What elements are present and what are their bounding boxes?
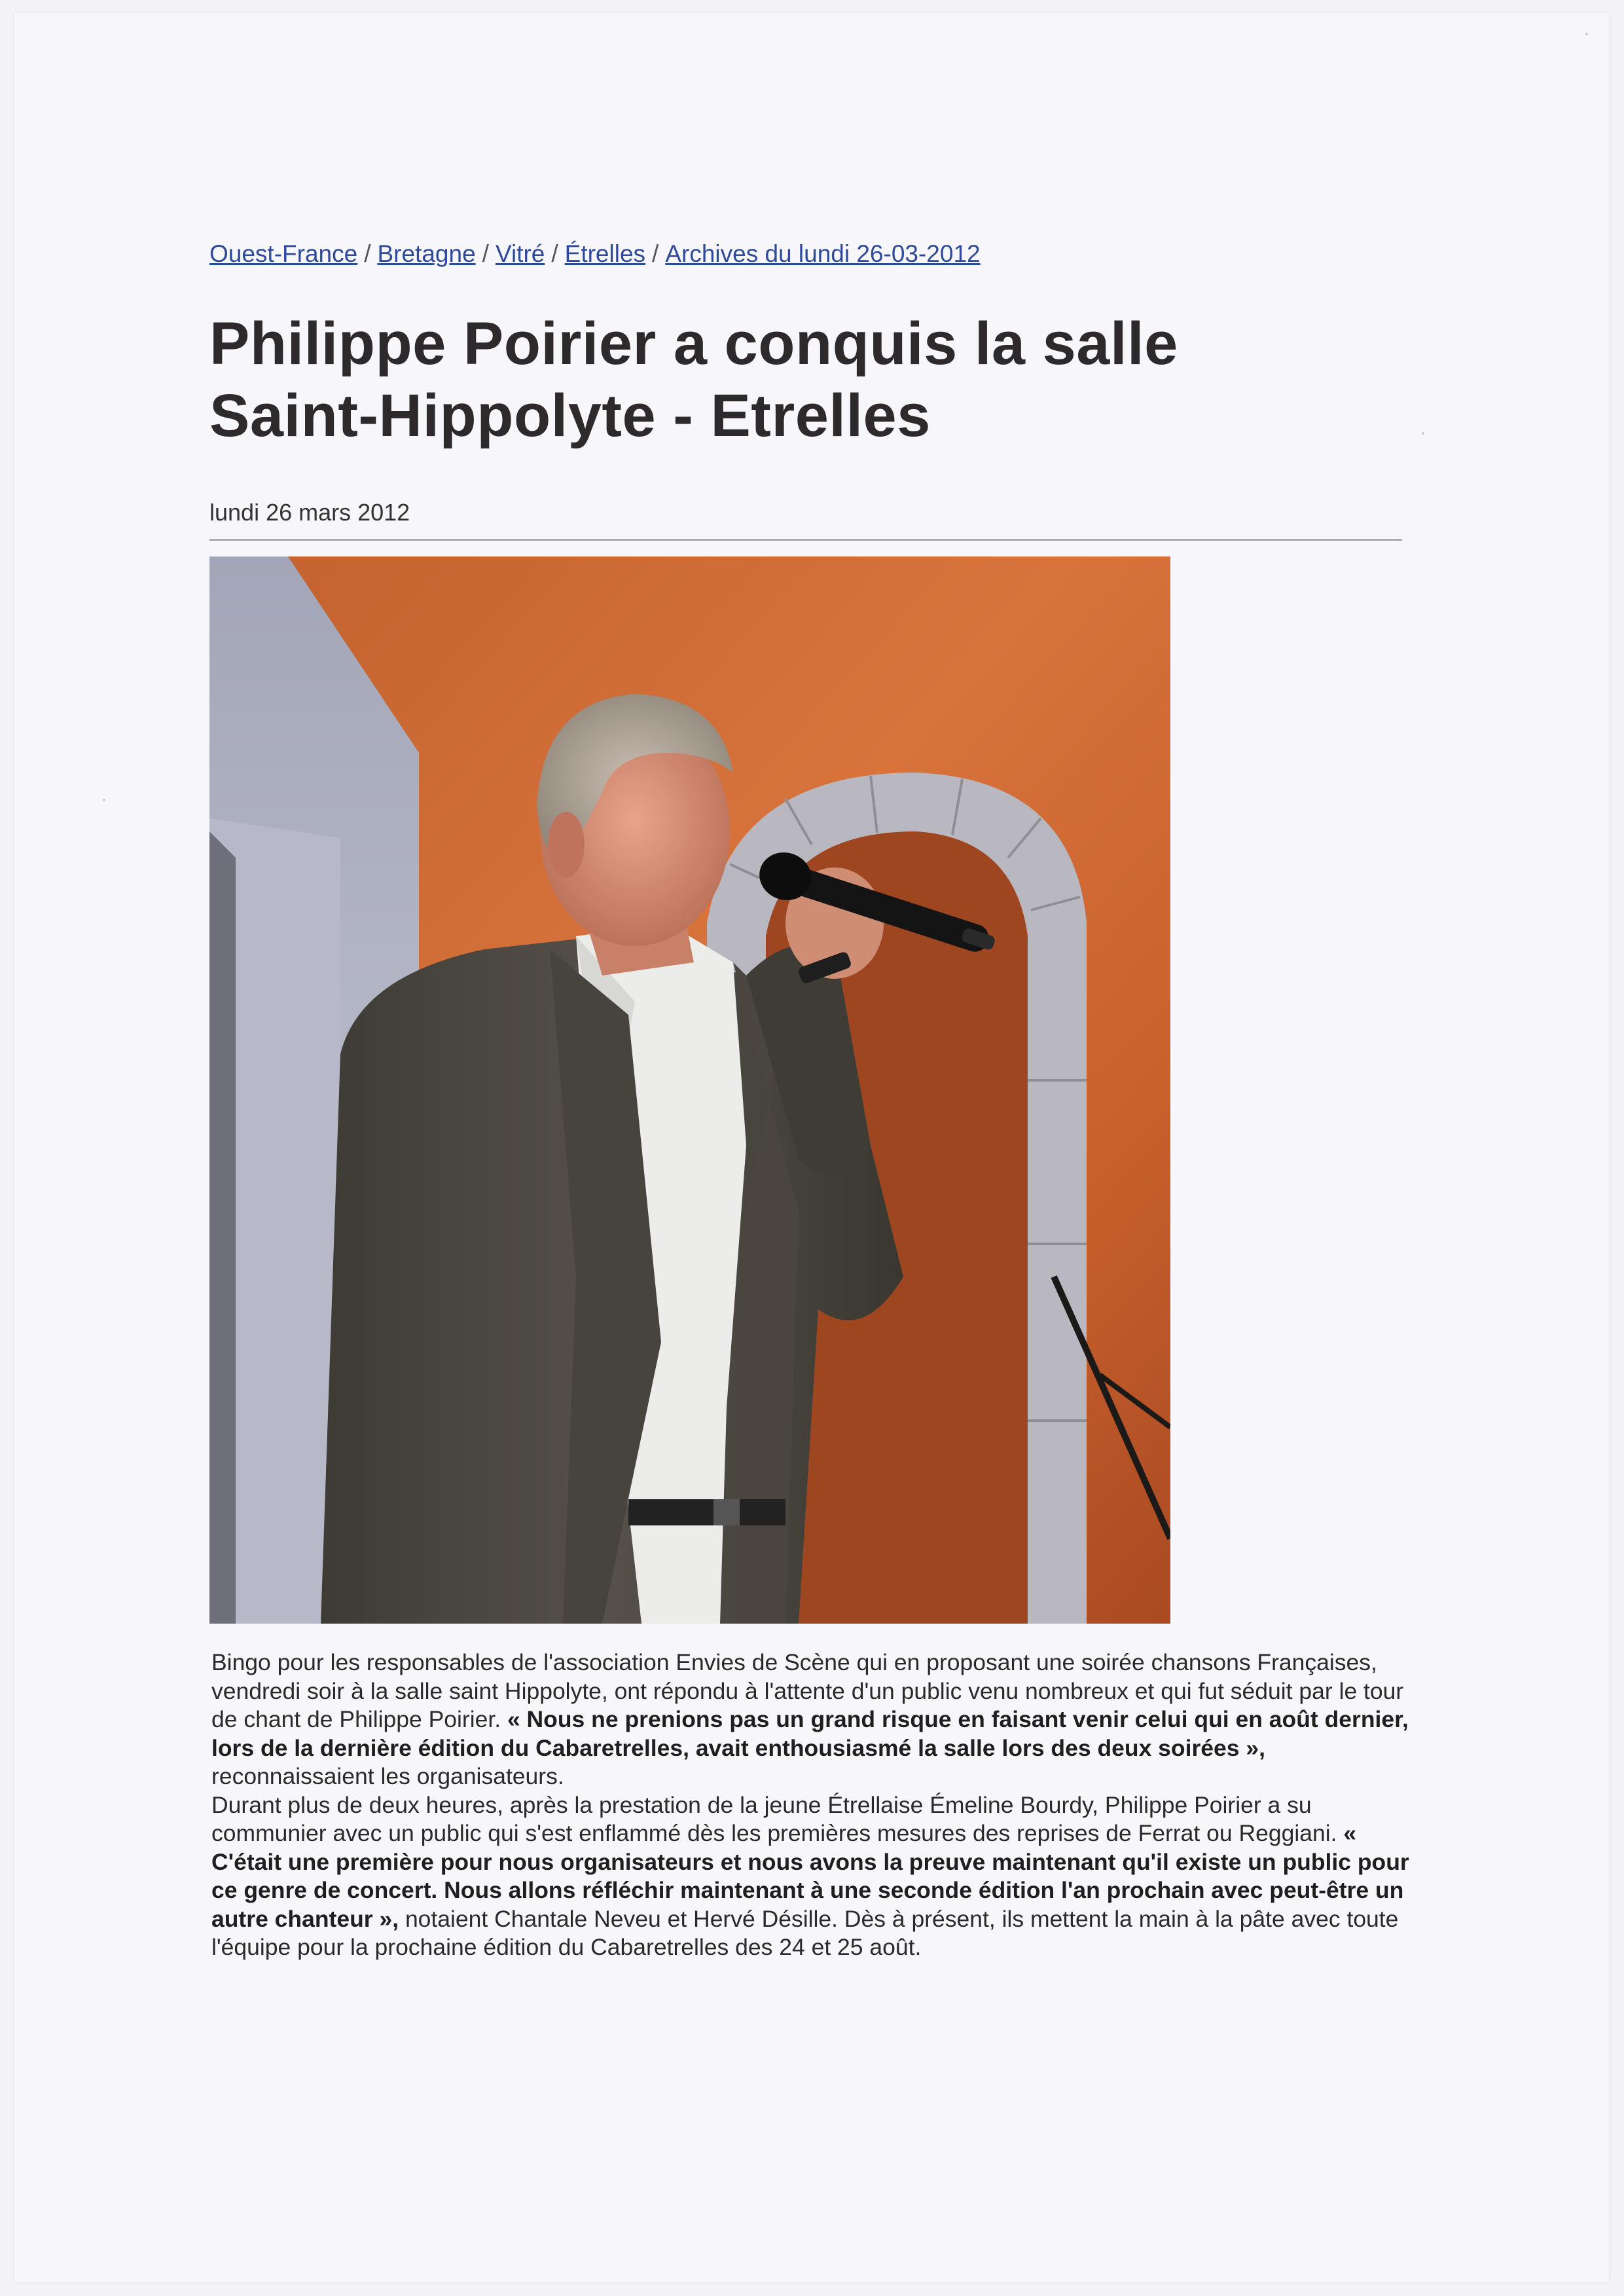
breadcrumb-link-etrelles[interactable]: Étrelles [564,240,646,267]
scan-speck [103,799,105,801]
scan-speck [1585,33,1588,35]
paragraph-1-quote: « Nous ne prenions pas un grand risque en faisant venir celui qui en août dernier, lors de la dernière édition du Cabaretrelles, avait enthousiasmé la salle lors des deux soirées », [211,1706,1409,1761]
article-paragraph-2 [211,1791,1413,1962]
breadcrumb-link-archives[interactable]: Archives du lundi 26-03-2012 [665,240,981,267]
breadcrumb-separator: / [652,240,659,267]
scanned-page [14,13,1609,2282]
paragraph-2-text-b: notaient Chantale Neveu et Hervé Désille. Dès à présent, ils mettent la main à la pâte avec toute l'équipe pour la prochaine édition du Cabaretrelles des 24 et 25 août. [211,1905,1399,1960]
singer-with-microphone-photo [209,556,1170,1624]
paragraph-1-text-b: reconnaissaient les organisateurs. [211,1763,564,1789]
paragraph-1-text-a: Bingo pour les responsables de l'association Envies de Scène qui en proposant une soirée chansons Françaises, vendredi soir à la salle saint Hippolyte, ont répondu à l'attente d'un public venu nombreux et qui fut séduit par le tour de chant de Philippe Poirier. [211,1649,1404,1732]
article-date: lundi 26 mars 2012 [209,499,410,526]
scan-speck [1422,432,1424,435]
breadcrumb [209,238,981,270]
paragraph-2-quote: « C'était une première pour nous organisateurs et nous avons la preuve maintenant qu'il existe un public pour ce genre de concert. Nous allons réfléchir maintenant à une seconde édition l'an prochain avec peut-être un autre chanteur », [211,1820,1409,1932]
article-body [211,1649,1413,1962]
breadcrumb-link-bretagne[interactable]: Bretagne [377,240,476,267]
breadcrumb-link-ouest-france[interactable]: Ouest-France [209,240,358,267]
divider [209,539,1402,541]
article-title-line-1: Philippe Poirier a conquis la salle [209,310,1178,377]
breadcrumb-separator: / [551,240,558,267]
article-title-line-2: Saint-Hippolyte - Etrelles [209,382,931,449]
paragraph-2-text-a: Durant plus de deux heures, après la prestation de la jeune Étrellaise Émeline Bourdy, Philippe Poirier a su communier avec un public qui s'est enflammé dès les premières mesures des reprises de Ferrat ou Reggiani. [211,1791,1344,1846]
breadcrumb-separator: / [364,240,371,267]
breadcrumb-separator: / [482,240,489,267]
article-paragraph-1 [211,1649,1413,1791]
article-title [209,308,1453,452]
breadcrumb-link-vitre[interactable]: Vitré [495,240,545,267]
